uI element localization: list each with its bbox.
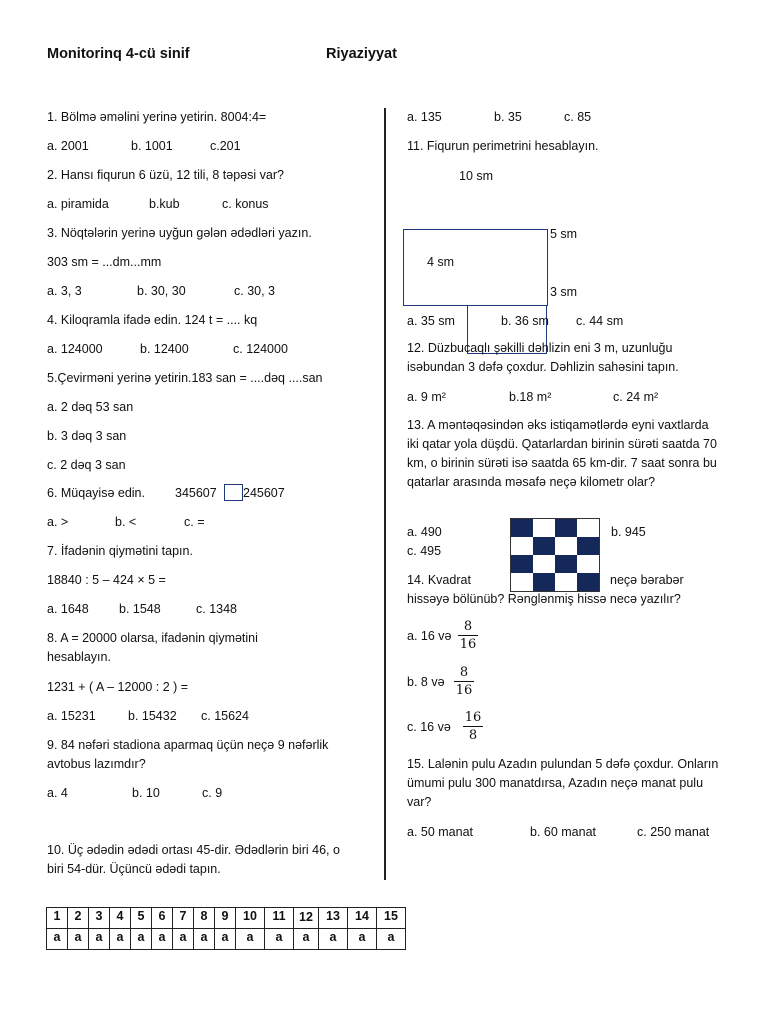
q3-text: 3. Nöqtələrin yerinə uyğun gələn ədədləri yazın.: [47, 226, 312, 240]
q5-text: 5.Çevirməni yerinə yetirin.183 san = ....dəq ....san: [47, 371, 323, 385]
page-title: Monitorinq 4-cü sinif: [47, 46, 190, 62]
q6-comparison-box[interactable]: [224, 484, 243, 501]
answer-key-cell[interactable]: a: [131, 929, 152, 950]
answer-key-numbers-row: [47, 908, 406, 929]
q4-option-c: c. 124000: [233, 342, 288, 356]
q4-option-a: a. 124000: [47, 342, 103, 356]
q10-option-b: b. 35: [494, 110, 522, 124]
q15-option-b: b. 60 manat: [530, 825, 597, 839]
answer-key-number: 7: [173, 908, 194, 929]
q14-option-a: a. 16 və: [407, 629, 452, 643]
fraction-numerator: 8: [463, 619, 473, 634]
q14-checkerboard-square: [510, 518, 600, 592]
q3-expression: 303 sm = ...dm...mm: [47, 255, 162, 269]
q6-option-b: b. <: [115, 515, 137, 529]
answer-key-number: 14: [348, 908, 377, 929]
q5-option-b: b. 3 dəq 3 san: [47, 429, 127, 443]
q5-option-c: c. 2 dəq 3 san: [47, 458, 126, 472]
q4-text: 4. Kiloqramla ifadə edin. 124 t = .... kq: [47, 313, 258, 327]
q9-option-a: a. 4: [47, 786, 68, 800]
q2-text: 2. Hansı fiqurun 6 üzü, 12 tili, 8 təpəsi var?: [47, 168, 284, 182]
q8-text: 8. A = 20000 olarsa, ifadənin qiymətini hesablayın.: [47, 631, 258, 664]
q13-text: 13. A məntəqəsindən əks istiqamətlərdə eyni vaxtlarda iki qatar yola düşdü. Qatarlardan birinin sürəti saatda 70 km, o birinin sürəti isə saatda 65 km-dir. 7 saat sonra bu qatarlar arasında məsafə neçə kilometr olar?: [407, 418, 717, 489]
q11-inner-label: 4 sm: [427, 255, 455, 269]
q3-option-c: c. 30, 3: [234, 284, 275, 298]
q7-option-a: a. 1648: [47, 602, 89, 616]
subject-title: Riyaziyyat: [326, 46, 397, 62]
answer-key-cell[interactable]: a: [265, 929, 294, 950]
q6-left-number: 345607: [175, 486, 217, 500]
answer-key-cell[interactable]: a: [215, 929, 236, 950]
q8-option-a: a. 15231: [47, 709, 96, 723]
q2-option-c: c. konus: [222, 197, 269, 211]
answer-key-cell[interactable]: a: [294, 929, 319, 950]
fraction-denominator: 16: [459, 637, 477, 652]
q2-option-a: a. piramida: [47, 197, 109, 211]
answer-key-number: 10: [236, 908, 265, 929]
q8-option-b: b. 15432: [128, 709, 177, 723]
q11-right-label-1: 5 sm: [550, 227, 578, 241]
answer-key-number: 12: [294, 908, 319, 929]
q11-text: 11. Fiqurun perimetrini hesablayın.: [407, 139, 599, 153]
answer-key-cell[interactable]: a: [152, 929, 173, 950]
answer-key-number: 13: [319, 908, 348, 929]
q4-option-b: b. 12400: [140, 342, 189, 356]
q11-figure-large-rect: [403, 229, 548, 306]
q13-option-a: a. 490: [407, 525, 442, 539]
q7-option-c: c. 1348: [196, 602, 238, 616]
q1-option-b: b. 1001: [131, 139, 173, 153]
q7-text: 7. İfadənin qiymətini tapın.: [47, 544, 193, 558]
q11-top-label: 10 sm: [459, 169, 494, 183]
q12-option-c: c. 24 m²: [613, 390, 659, 404]
q6-right-number: 245607: [243, 486, 285, 500]
q1-option-c: c.201: [210, 139, 241, 153]
answer-key-cell[interactable]: a: [377, 929, 406, 950]
q9-option-b: b. 10: [132, 786, 160, 800]
q7-expression: 18840 : 5 – 424 × 5 =: [47, 573, 166, 587]
q6-option-a: a. >: [47, 515, 69, 529]
answer-key-number: 8: [194, 908, 215, 929]
q1-option-a: a. 2001: [47, 139, 89, 153]
q10-option-a: a. 135: [407, 110, 442, 124]
answer-key-table: [46, 907, 406, 950]
q14-text-end: neçə bərabər: [610, 573, 684, 587]
q14-option-c: c. 16 və: [407, 720, 451, 734]
q12-text: 12. Düzbucaqlı şəkilli dəhlizin eni 3 m, uzunluğu isəbundan 3 dəfə çoxdur. Dəhlizin sahəsini tapın.: [407, 341, 679, 374]
answer-key-cell[interactable]: a: [173, 929, 194, 950]
answer-key-number: 15: [377, 908, 406, 929]
q12-option-a: a. 9 m²: [407, 390, 446, 404]
answer-key-number: 9: [215, 908, 236, 929]
q11-option-c: c. 44 sm: [576, 314, 624, 328]
q5-option-a: a. 2 dəq 53 san: [47, 400, 134, 414]
answer-key-number: 1: [47, 908, 68, 929]
q2-option-b: b.kub: [149, 197, 180, 211]
answer-key-cell[interactable]: a: [236, 929, 265, 950]
answer-key-cell[interactable]: a: [47, 929, 68, 950]
q14-option-c-fraction: [463, 710, 483, 743]
q3-option-b: b. 30, 30: [137, 284, 186, 298]
q13-option-b: b. 945: [611, 525, 646, 539]
q12-option-b: b.18 m²: [509, 390, 552, 404]
answer-key-cell[interactable]: a: [68, 929, 89, 950]
q11-option-a: a. 35 sm: [407, 314, 455, 328]
q13-option-c: c. 495: [407, 544, 442, 558]
q8-expression: 1231 + ( A – 12000 : 2 ) =: [47, 680, 189, 694]
q10-text: 10. Üç ədədin ədədi ortası 45-dir. Ədədlərin biri 46, o biri 54-dür. Üçüncü ədədi tapın.: [47, 843, 340, 876]
fraction-denominator: 16: [455, 683, 473, 698]
answer-key-cell[interactable]: a: [110, 929, 131, 950]
q14-option-b: b. 8 və: [407, 675, 445, 689]
q11-right-label-2: 3 sm: [550, 285, 578, 299]
q15-text: 15. Lalənin pulu Azadın pulundan 5 dəfə çoxdur. Onların ümumi pulu 300 manatdırsa, Azadın neçə manat pulu var?: [407, 757, 719, 809]
q3-option-a: a. 3, 3: [47, 284, 82, 298]
q8-option-c: c. 15624: [201, 709, 249, 723]
answer-key-number: 6: [152, 908, 173, 929]
answer-key-cell[interactable]: a: [89, 929, 110, 950]
answer-key-number: 5: [131, 908, 152, 929]
answer-key-number: 2: [68, 908, 89, 929]
q14-text-line2: hissəyə bölünüb? Rənglənmiş hissə necə yazılır?: [407, 592, 681, 606]
answer-key-number: 3: [89, 908, 110, 929]
q15-option-c: c. 250 manat: [637, 825, 710, 839]
answer-key-cell[interactable]: a: [194, 929, 215, 950]
q14-option-b-fraction: [454, 665, 474, 698]
q7-option-b: b. 1548: [119, 602, 161, 616]
q6-option-c: c. =: [184, 515, 205, 529]
answer-key-answers-row: [47, 929, 406, 950]
fraction-numerator: 8: [459, 665, 469, 680]
answer-key-cell[interactable]: a: [319, 929, 348, 950]
fraction-denominator: 8: [468, 728, 478, 743]
q10-option-c: c. 85: [564, 110, 592, 124]
column-divider: [384, 108, 386, 880]
q14-option-a-fraction: [458, 619, 478, 652]
q11-option-b: b. 36 sm: [501, 314, 549, 328]
q9-text: 9. 84 nəfəri stadiona aparmaq üçün neçə 9 nəfərlik avtobus lazımdır?: [47, 738, 329, 771]
answer-key-cell[interactable]: a: [348, 929, 377, 950]
answer-key-number: 4: [110, 908, 131, 929]
q1-text: 1. Bölmə əməlini yerinə yetirin. 8004:4=: [47, 110, 267, 124]
q15-option-a: a. 50 manat: [407, 825, 474, 839]
q6-text: 6. Müqayisə edin.: [47, 486, 145, 500]
answer-key-number: 11: [265, 908, 294, 929]
q14-text-start: 14. Kvadrat: [407, 573, 471, 587]
q9-option-c: c. 9: [202, 786, 223, 800]
fraction-numerator: 16: [464, 710, 482, 725]
